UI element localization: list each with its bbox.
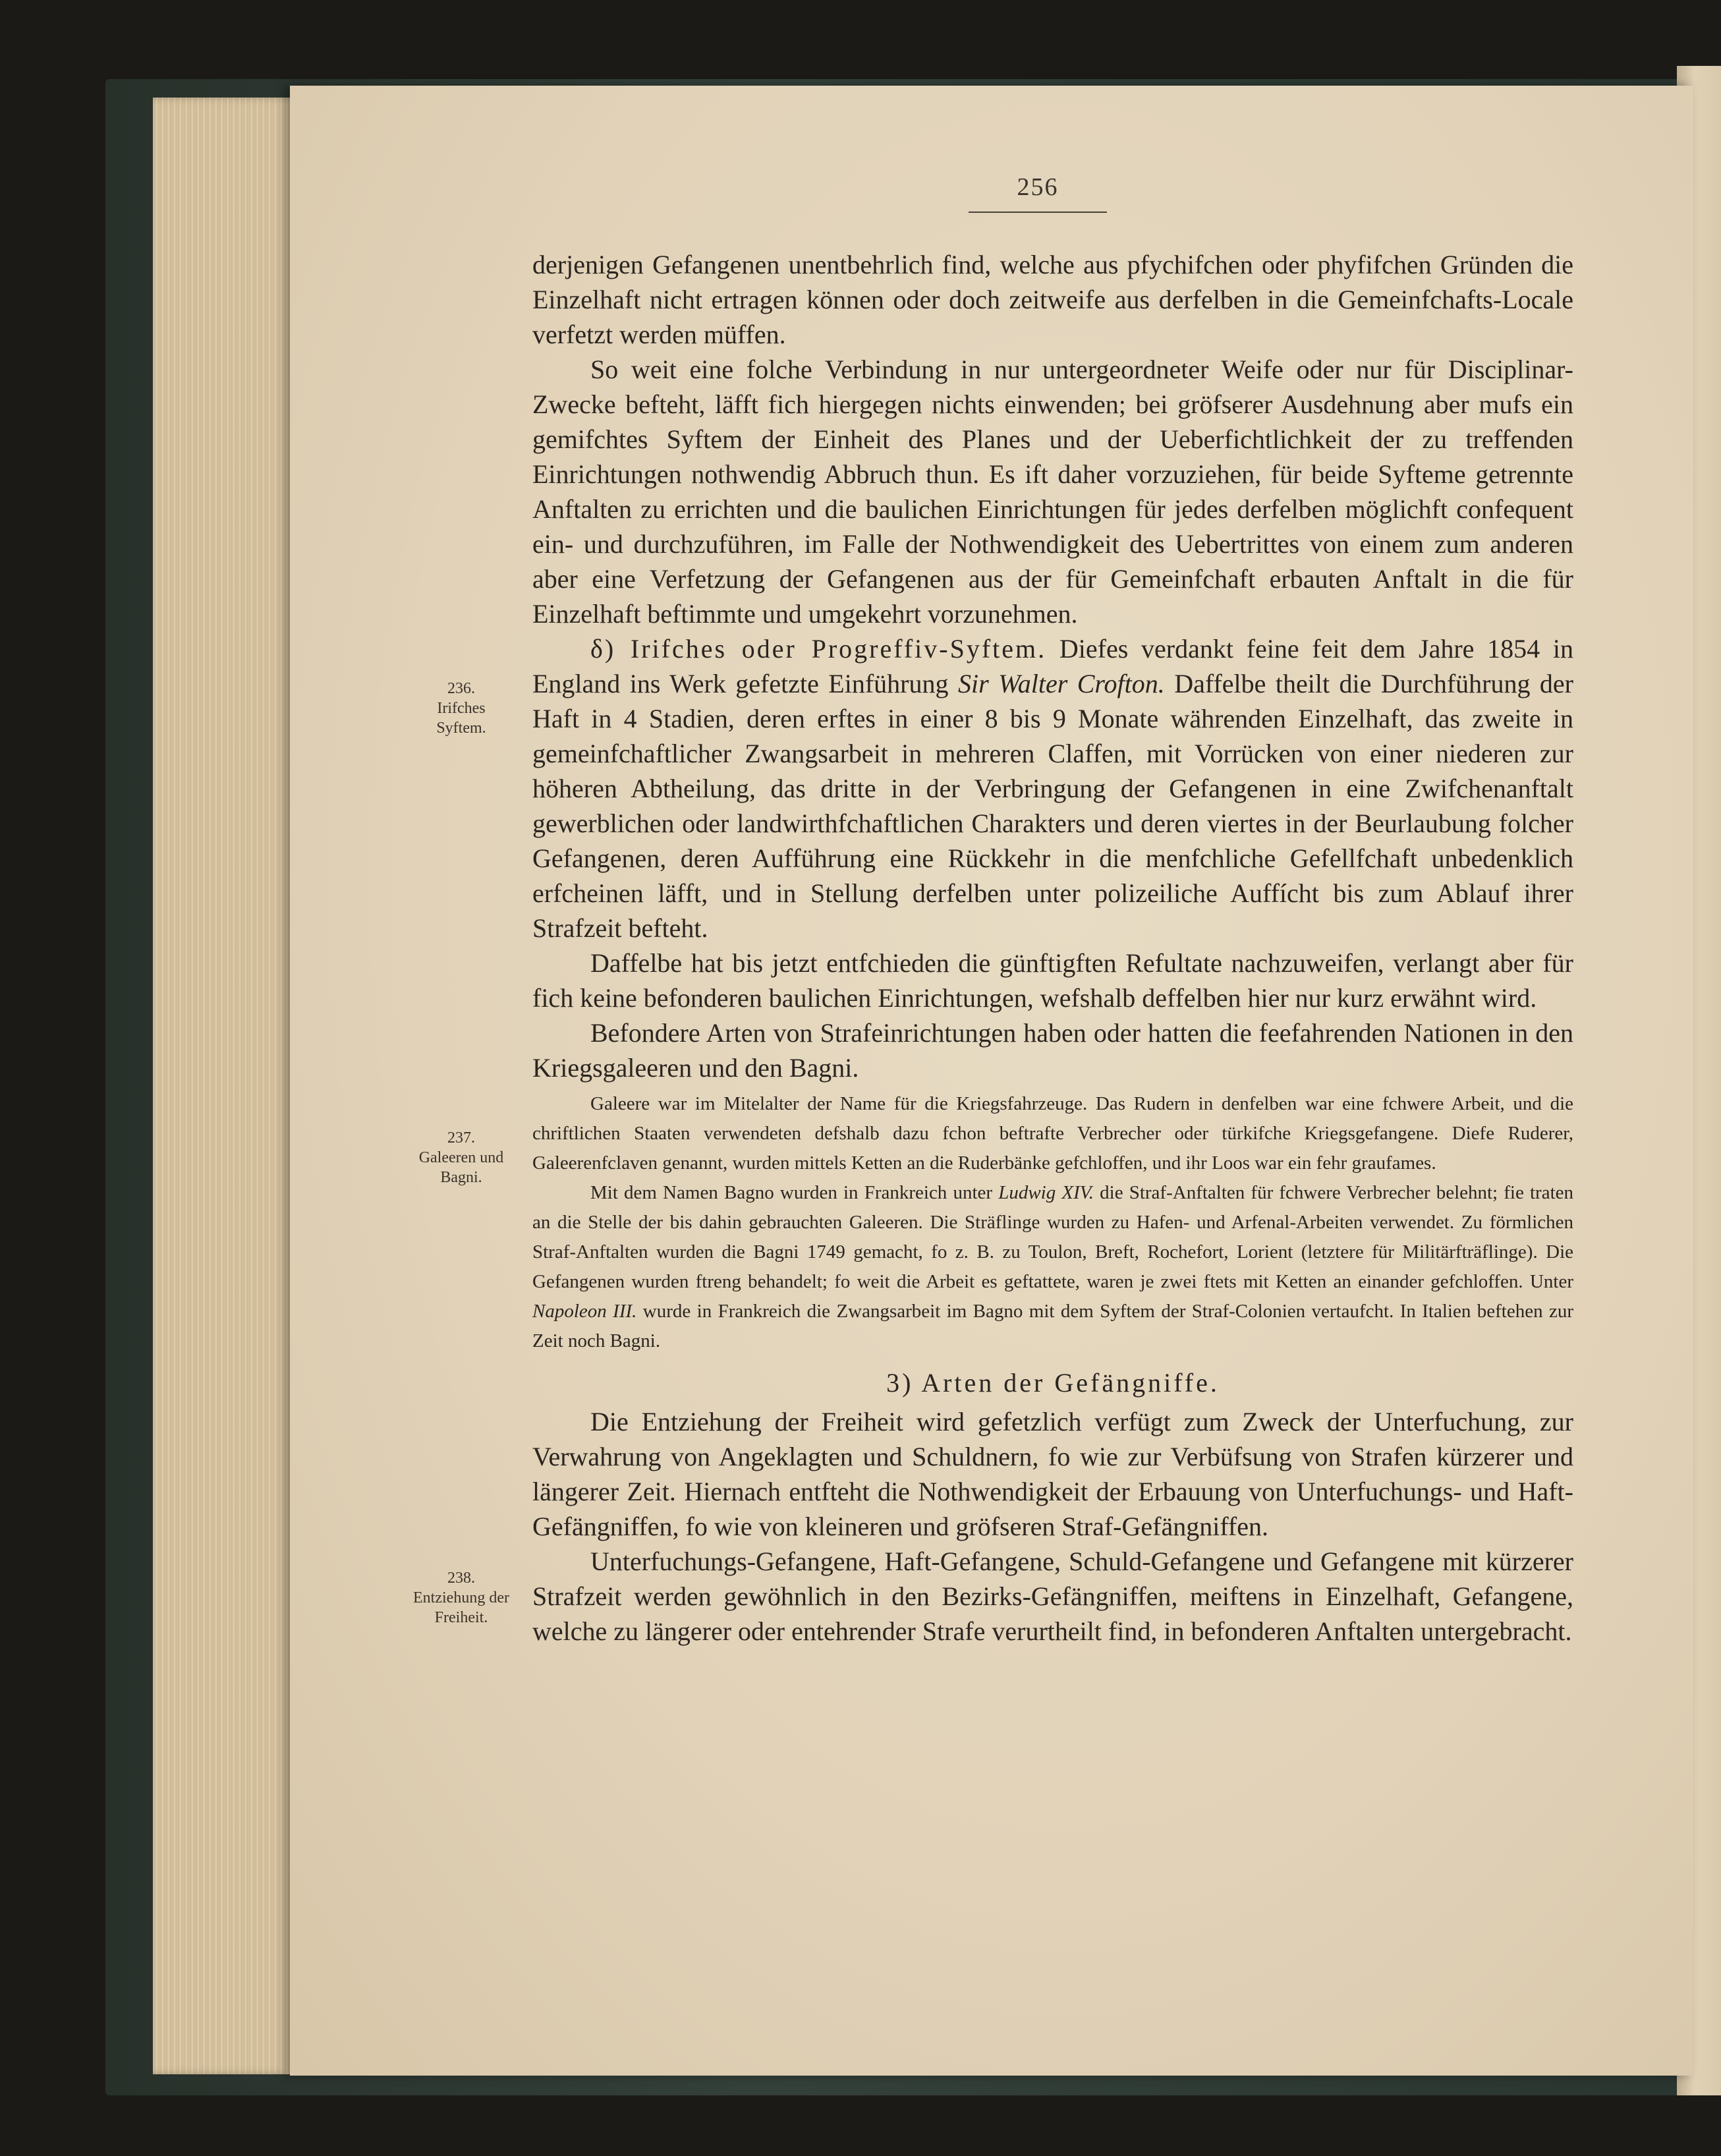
text-run: wurde in Frankreich die Zwangsarbeit im Bagno mit dem Syftem der Straf-Colonien vertaufcht. In Italien beftehen zur Zeit noch Bagni.: [532, 1301, 1573, 1351]
main-text: [532, 247, 1573, 1649]
person-name: Sir Walter Crofton.: [957, 669, 1165, 698]
paragraph: Unterfuchungs-Gefangene, Haft-Gefangene, Schuld-Gefangene und Gefangene mit kürzerer Strafzeit werden gewöhnlich in den Bezirks-Gefängniffen, meiftens in Einzelhaft, Gefangene, welche zu längerer oder entehrender Strafe verurtheilt find, in befonderen Anftalten untergebracht.: [532, 1546, 1573, 1646]
text-run: Diefes verdankt feine feit dem Jahre 1854 in England ins Werk gefetzte Einführung: [532, 634, 1574, 698]
paragraph: So weit eine folche Verbindung in nur untergeordneter Weife oder nur für Disciplinar-Zwecke befteht, läfft fich hiergegen nichts einwenden; bei gröfserer Ausdehnung aber mufs ein gemifchtes Syftem der Einheit des Planes und der Ueberfichtlichkeit der zu treffenden Einrichtungen nothwendig Abbruch thun. Es ift daher vorzuziehen, für beide Syfteme getrennte Anftalten zu errichten und die baulichen Einrichtungen für jedes derfelben möglichft confequent ein- und durchzuführen, im Falle der Nothwendigkeit des Uebertrittes von einem zum anderen aber eine Verfetzung der Gefangenen aus der für Gemeinfchaft erbauten Anftalt in die für Einzelhaft beftimmte und umgekehrt vorzunehmen.: [532, 355, 1573, 629]
page-number: 256: [1017, 173, 1059, 201]
margin-note-label: Irifches Syftem.: [436, 700, 486, 737]
margin-note-number: 237.: [447, 1129, 475, 1147]
paragraph: Daffelbe hat bis jetzt entfchieden die günftigften Refultate nachzuweifen, verlangt aber für fich keine befonderen baulichen Einrichtungen, wefshalb deffelben hier nur kurz erwähnt wird.: [532, 948, 1573, 1013]
paragraph: Befondere Arten von Strafeinrichtungen haben oder hatten die feefahrenden Nationen in den Kriegsgaleeren und den Bagni.: [532, 1018, 1573, 1083]
section-heading: 3) Arten der Gefängniffe.: [886, 1368, 1220, 1398]
margin-note-label: Entziehung der Freiheit.: [413, 1589, 509, 1626]
paragraph-irish-system: [532, 631, 1573, 946]
page-number-rule: [969, 212, 1107, 213]
page-edges: [153, 98, 304, 2074]
margin-note-238: [412, 1568, 511, 1628]
footnote-paragraph: Galeere war im Mitelalter der Name für die Kriegsfahrzeuge. Das Rudern in denfelben war eine fchwere Arbeit, und die chriftlichen Staaten verwendeten defshalb dazu fchon beftrafte Verbrecher oder türkifche Kriegsgefangene. Diefe Ruderer, Galeerenfclaven genannt, wurden mittels Ketten an die Ruderbänke gefchloffen, und ihr Loos war ein fehr graufames.: [532, 1093, 1573, 1174]
margin-note-label: Galeeren und Bagni.: [418, 1149, 504, 1186]
person-name: Ludwig XIV.: [998, 1182, 1094, 1203]
text-run: Daffelbe theilt die Durchführung der Haft in 4 Stadien, deren erftes in einer 8 bis 9 Monate währenden Einzelhaft, das zweite in gemeinfchaftlicher Zwangsarbeit in mehreren Claffen, mit Vorrücken von einer niederen zur höheren Abtheilung, das dritte in der Verbringung der Gefangenen in eine Zwifchenanftalt gewerblichen oder landwirthfchaftlichen Charakters und deren viertes in der Beurlaubung folcher Gefangenen, deren Aufführung eine Rückkehr in die menfchliche Gefellfchaft unbedenklich erfcheinen läfft, und in Stellung derfelben unter polizeiliche Auffícht bis zum Ablauf ihrer Strafzeit befteht.: [532, 669, 1573, 943]
paragraph: derjenigen Gefangenen unentbehrlich find, welche aus pfychifchen oder phyfifchen Gründen die Einzelhaft nicht ertragen können oder doch zeitweife aus derfelben in die Gemeinfchafts-Locale verfetzt werden müffen.: [532, 250, 1573, 349]
margin-note-number: 236.: [447, 680, 475, 697]
subsection-lead: δ) Irifches oder Progreffiv-Syftem.: [590, 634, 1047, 664]
margin-note-number: 238.: [447, 1570, 475, 1587]
text-run: Mit dem Namen Bagno wurden in Frankreich unter: [590, 1182, 993, 1203]
footnote-paragraph: [532, 1178, 1573, 1356]
paragraph: Die Entziehung der Freiheit wird gefetzlich verfügt zum Zweck der Unterfuchung, zur Verwahrung von Angeklagten und Schuldnern, fo wie zur Verbüfsung von Strafen kürzerer und längerer Zeit. Hiernach entfteht die Nothwendigkeit der Erbauung von Unterfuchungs- und Haft-Gefängniffen, fo wie von kleineren und gröfseren Straf-Gefängniffen.: [532, 1407, 1573, 1541]
margin-note-237: [412, 1128, 511, 1187]
person-name: Napoleon III.: [532, 1301, 637, 1322]
margin-note-236: [412, 679, 511, 738]
text-run: die Straf-Anftalten für fchwere Verbrecher belehnt; fie traten an die Stelle der bis dahin gebrauchten Galeeren. Die Sträflinge wurden zu Hafen- und Arfenal-Arbeiten verwendet. Zu förmlichen Straf-Anftalten wurden die Bagni 1749 gemacht, fo z. B. zu Toulon, Breft, Rochefort, Lorient (letztere für Militärfträflinge). Die Gefangenen wurden ftreng behandelt; fo weit die Arbeit es geftattete, waren je zwei ftets mit Ketten an einander gefchloffen. Unter: [532, 1182, 1574, 1292]
